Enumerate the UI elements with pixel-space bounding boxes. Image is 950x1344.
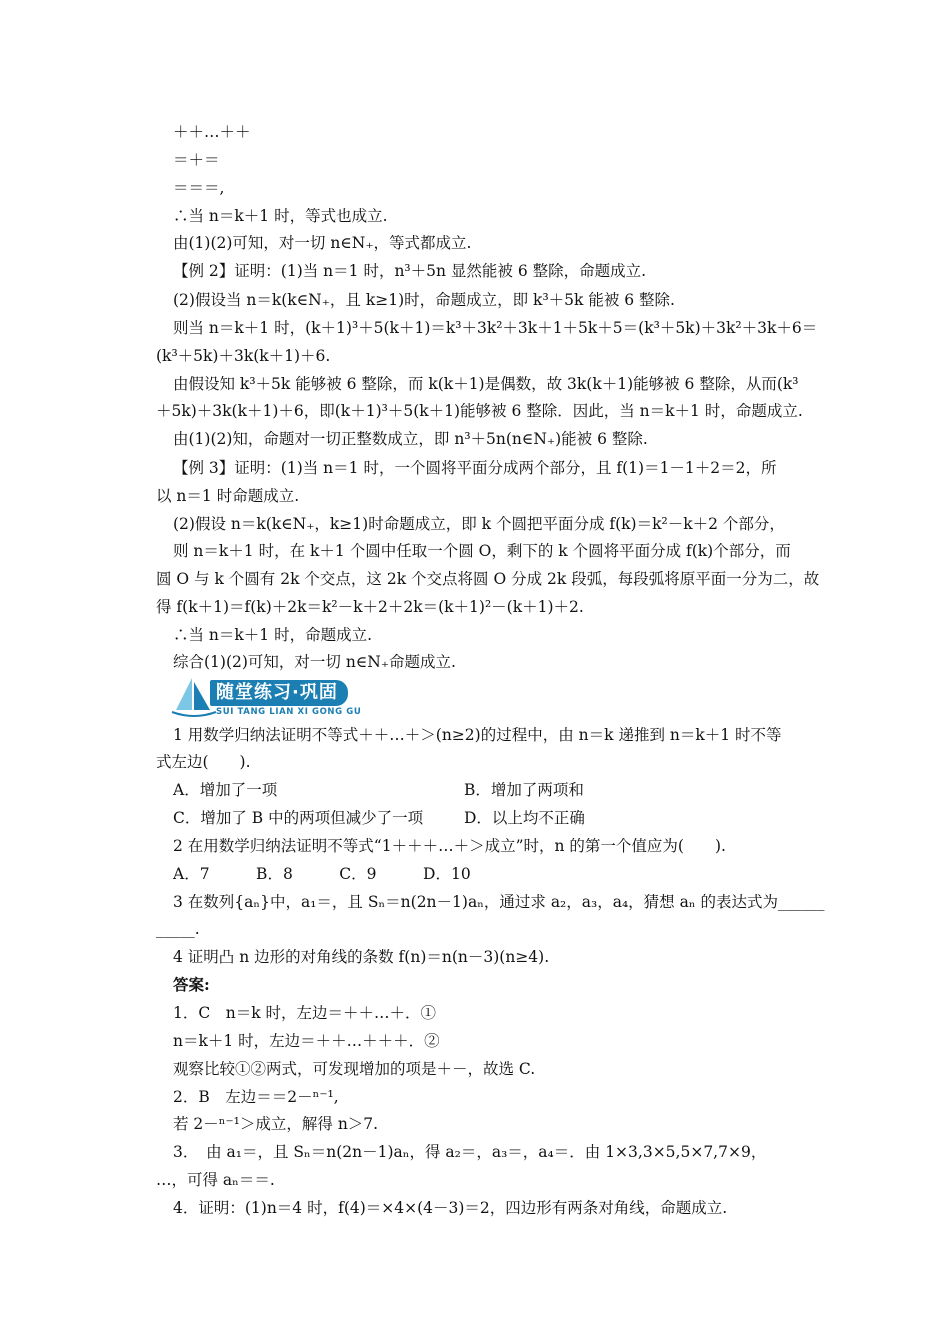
text-line: (2)假设当 n＝k(k∈N₊，且 k≥1)时，命题成立，即 k³＋5k 能被 6 整除. bbox=[173, 291, 675, 309]
text-line: 综合(1)(2)可知，对一切 n∈N₊命题成立. bbox=[173, 653, 456, 671]
text-line: 圆 O 与 k 个圆有 2k 个交点，这 2k 个交点将圆 O 分成 2k 段弧，每段弧将原平面一分为二，故 bbox=[156, 570, 820, 588]
text-line: 以 n＝1 时命题成立. bbox=[156, 487, 300, 505]
text-line: 得 f(k＋1)＝f(k)＋2k＝k²－k＋2＋2k＝(k＋1)²－(k＋1)＋2. bbox=[156, 598, 584, 616]
option-c: C．增加了 B 中的两项但减少了一项 bbox=[173, 809, 424, 827]
text-line: 由(1)(2)可知，对一切 n∈N₊，等式都成立. bbox=[173, 234, 472, 252]
option-d: D．以上均不正确 bbox=[464, 809, 585, 827]
question-line: 4 证明凸 n 边形的对角线的条数 f(n)＝n(n－3)(n≥4). bbox=[173, 948, 550, 966]
answer-line: …，可得 aₙ＝＝. bbox=[156, 1171, 275, 1189]
answer-line: 1．C n＝k 时，左边＝＋＋…＋．① bbox=[173, 1004, 437, 1022]
text-line: 则当 n＝k＋1 时，(k＋1)³＋5(k＋1)＝k³＋3k²＋3k＋1＋5k＋5＝(k³＋5k)＋3k²＋3k＋6＝ bbox=[173, 319, 818, 337]
option-b: B．增加了两项和 bbox=[464, 781, 584, 799]
text-line: ＝＝＝, bbox=[173, 179, 225, 197]
answer-line: 若 2－ⁿ⁻¹＞成立，解得 n＞7. bbox=[173, 1115, 379, 1133]
text-line: (k³＋5k)＋3k(k＋1)＋6. bbox=[156, 347, 331, 365]
answer-line: n＝k＋1 时，左边＝＋＋…＋＋＋．② bbox=[173, 1032, 440, 1050]
section-banner bbox=[170, 676, 390, 720]
question-line: 3 在数列{aₙ}中，a₁＝，且 Sₙ＝n(2n－1)aₙ，通过求 a₂，a₃，a₄，猜想 aₙ 的表达式为______ bbox=[173, 893, 825, 911]
question-line: 1 用数学归纳法证明不等式＋＋…＋＞(n≥2)的过程中，由 n＝k 递推到 n＝k＋1 时不等 bbox=[173, 726, 782, 744]
question-line: 2 在用数学归纳法证明不等式“1＋＋＋…＋＞成立”时，n 的第一个值应为( ). bbox=[173, 837, 726, 855]
answer-line: 4．证明：(1)n＝4 时，f(4)＝×4×(4－3)＝2，四边形有两条对角线，命题成立. bbox=[173, 1199, 728, 1217]
section-title: 随堂练习·巩固 bbox=[210, 680, 348, 706]
answers-label: 答案: bbox=[173, 975, 210, 994]
answer-line: 3． 由 a₁＝，且 Sₙ＝n(2n－1)aₙ，得 a₂＝，a₃＝，a₄＝．由 1×3,3×5,5×7,7×9， bbox=[173, 1143, 767, 1161]
text-line: 由(1)(2)知，命题对一切正整数成立，即 n³＋5n(n∈N₊)能被 6 整除. bbox=[173, 430, 648, 448]
question-line: _____. bbox=[156, 920, 200, 938]
text-line: (2)假设 n＝k(k∈N₊，k≥1)时命题成立，即 k 个圆把平面分成 f(k)＝k²－k＋2 个部分， bbox=[173, 515, 785, 533]
text-line: 【例 3】证明：(1)当 n＝1 时，一个圆将平面分成两个部分，且 f(1)＝1－1＋2＝2，所 bbox=[173, 459, 777, 477]
text-line: ∴当 n＝k＋1 时，命题成立. bbox=[173, 626, 373, 644]
options-line: A．7 B．8 C．9 D．10 bbox=[173, 865, 471, 883]
text-line: 由假设知 k³＋5k 能够被 6 整除，而 k(k＋1)是偶数，故 3k(k＋1)能够被 6 整除，从而(k³ bbox=[173, 375, 799, 393]
text-line: ∴当 n＝k＋1 时，等式也成立. bbox=[173, 207, 388, 225]
text-line: 则 n＝k＋1 时，在 k＋1 个圆中任取一个圆 O，剩下的 k 个圆将平面分成 f(k)个部分，而 bbox=[173, 542, 791, 560]
text-line: ＋＋…＋＋ bbox=[173, 123, 251, 141]
question-line: 式左边( ). bbox=[156, 753, 251, 771]
text-line: ＋5k)＋3k(k＋1)＋6，即(k＋1)³＋5(k＋1)能够被 6 整除．因此，当 n＝k＋1 时，命题成立. bbox=[156, 402, 803, 420]
answer-line: 观察比较①②两式，可发现增加的项是＋－，故选 C. bbox=[173, 1060, 536, 1078]
text-line: ＝＋＝ bbox=[173, 151, 220, 169]
option-a: A．增加了一项 bbox=[173, 781, 278, 799]
answer-line: 2．B 左边＝＝2－ⁿ⁻¹, bbox=[173, 1088, 339, 1106]
text-line: 【例 2】证明：(1)当 n＝1 时，n³＋5n 显然能被 6 整除，命题成立. bbox=[173, 262, 647, 280]
section-subtitle: SUI TANG LIAN XI GONG GU bbox=[216, 707, 362, 717]
